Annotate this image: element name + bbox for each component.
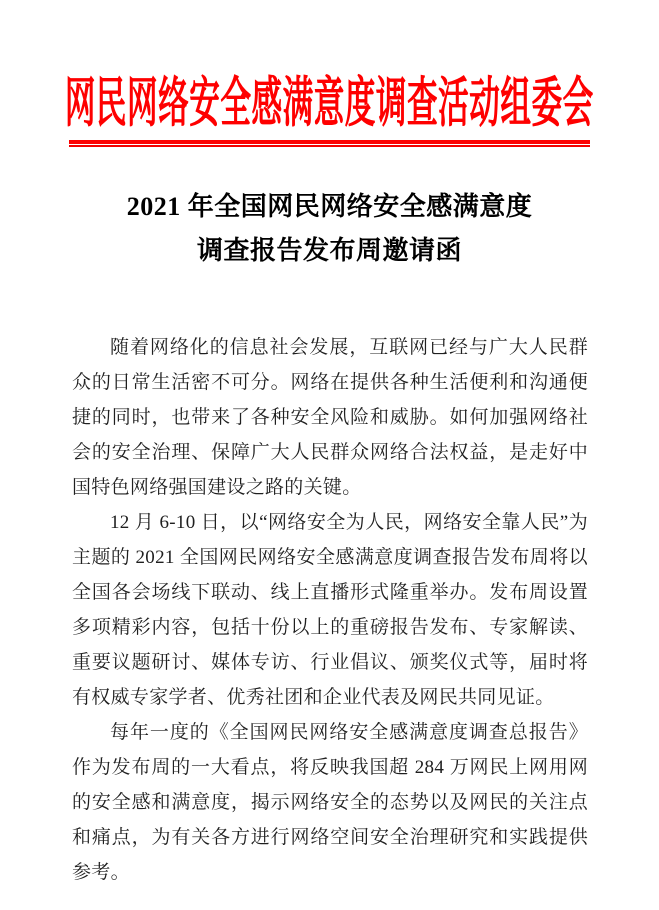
- document-title-line-2: 调查报告发布周邀请函: [196, 236, 462, 265]
- document-title: [0, 185, 659, 273]
- masthead-divider-rule: [69, 140, 590, 147]
- paragraph-event-details: 12 月 6-10 日，以“网络安全为人民，网络安全靠人民”为主题的 2021 全国网民网络安全感满意度调查报告发布周将以全国各会场线下联动、线上直播形式隆重举办。发布周设置多项精彩内容，包括十份以上的重磅报告发布、专家解读、重要议题研讨、媒体专访、行业倡议、颁奖仪式等，届时将有权威专家学者、优秀社团和企业代表及网民共同见证。: [72, 512, 588, 708]
- paragraph-intro: 随着网络化的信息社会发展，互联网已经与广大人民群众的日常生活密不可分。网络在提供各种生活便利和沟通便捷的同时，也带来了各种安全风险和威胁。如何加强网络社会的安全治理、保障广大人民群众网络合法权益，是走好中国特色网络强国建设之路的关键。: [72, 337, 588, 498]
- masthead-title-text: 网民网络安全感满意度调查活动组委会: [65, 74, 594, 134]
- document-body: [72, 330, 588, 890]
- document-title-line-1: 2021 年全国网民网络安全感满意度: [126, 192, 533, 221]
- paragraph-report-highlight: 每年一度的《全国网民网络安全感满意度调查总报告》作为发布周的一大看点，将反映我国超 284 万网民上网用网的安全感和满意度，揭示网络安全的态势以及网民的关注点和痛点，为有关各方进行网络空间安全治理研究和实践提供参考。: [72, 722, 588, 883]
- masthead: [0, 74, 659, 134]
